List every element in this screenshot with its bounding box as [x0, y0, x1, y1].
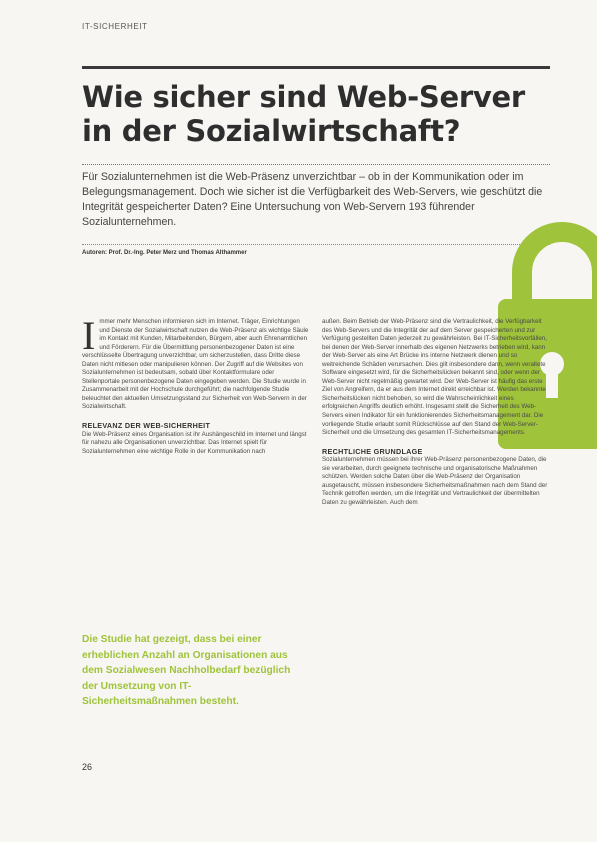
body-column-left — [82, 313, 310, 456]
body-column-right — [322, 318, 550, 507]
subhead-rechtliche-grundlage: RECHTLICHE GRUNDLAGE — [322, 446, 423, 456]
legal-paragraph: Sozialunternehmen müssen bei ihrer Web-Präsenz personenbezogene Daten, die sie verarbeiten, durch geeignete technische und organisatorische Maßnahmen schützen. Werden solche Daten über die Web-Präsenz der Organisation ausgetauscht, müssen insbesondere Sicherheitsmaßnahmen nach dem Stand der Technik getroffen werden, um die Integrität und Vertraulichkeit der übermittelten Daten zu gewährleisten. Auch dem — [322, 456, 548, 506]
article-authors: Autoren: Prof. Dr.-Ing. Peter Merz und Thomas Althammer — [82, 250, 247, 256]
pull-quote: Die Studie hat gezeigt, dass bei einer erheblichen Anzahl an Organisationen aus dem Sozialwesen Nachholbedarf bezüglich der Umsetzung von IT-Sicherheitsmaßnahmen besteht. — [82, 634, 291, 707]
article-lead: Für Sozialunternehmen ist die Web-Präsenz unverzichtbar – ob in der Kommunikation oder im Belegungsmanagement. Doch wie sicher ist die Verfügbarkeit des Web-Servers, wie geschützt die Integrität gespeicherter Daten? Eine Untersuchung von Web-Servern 193 führender Sozialunternehmen. — [82, 171, 543, 228]
page-number: 26 — [82, 762, 93, 772]
top-rule — [82, 66, 550, 69]
intro-paragraph — [82, 313, 310, 412]
dropcap: I — [82, 313, 96, 358]
right-body-paragraph: außen. Beim Betrieb der Web-Präsenz sind die Vertraulichkeit, die Verfügbarkeit des Web-Servers und die Integrität der auf dem Server gespeicherten und zur Verfügung gestellten Daten jederzeit zu gewährleisten. Bei IT-Sicherheitsvorfällen, bei denen der Web-Server innerhalb des eigenen Netzwerks betrieben wird, kann der Web-Server als eine Art Brücke ins interne Netzwerk dienen und so weitreichende Schäden verursachen. Dies gilt insbesondere dann, wenn veraltete Software eingesetzt wird, für die Sicherheitslücken bekannt sind, oder wenn der Web-Server nicht regelmäßig gewartet wird. Der Web-Server ist häufig das erste Ziel von Angreifern, da er aus dem Internet direkt erreichbar ist. Werden bekannte Sicherheitslücken nicht behoben, so wird die Wahrscheinlichkeit eines erfolgreichen Angriffs deutlich erhöht. Insgesamt stellt die Sicherheit des Web-Servers einen Indikator für ein funktionierendes Sicherheitsmanagement dar. Die vorliegende Studie erlaubt somit Rückschlüsse auf den Stand der Web-Server-Sicherheit und die Umsetzung des gesamten IT-Sicherheitsmanagements. — [322, 318, 547, 437]
intro-text: mmer mehr Menschen informieren sich im Internet. Träger, Einrichtungen und Dienste der Sozialwirtschaft nutzen die Web-Präsenz als wichtige Säule im Kontakt mit Kunden, Mitarbeitenden, Bürgern, aber auch Ehrenamtlichen und Förderern. Für die Übermittlung personenbezogener Daten ist eine verschlüsselte Übertragung unverzichtbar, um sicherzustellen, dass Dritte diese Daten nicht mitlesen oder manipulieren können. Der Zugriff auf die Websites von Sozialunternehmen ist bedeutsam, sobald über Kontaktformulare oder Stellenportale personenbezogene Daten eingegeben werden. Die Studie wurde in Zusammenarbeit mit der Hochschule durchgeführt; die nachfolgende Studie beleuchtet den aktuellen Umsetzungsstand zur Sicherheit von Web-Servern in der Sozialwirtschaft. — [82, 318, 309, 411]
subhead-relevanz: RELEVANZ DER WEB-SICHERHEIT — [82, 421, 211, 431]
lead-divider — [82, 164, 550, 165]
article-title: Wie sicher sind Web-Server in der Sozialwirtschaft? — [82, 80, 525, 148]
relevance-paragraph: Die Web-Präsenz eines Organisation ist ihr Aushängeschild im Internet und längst für nahezu alle Organisationen unverzichtbar. Das Internet spielt für Sozialunternehmen eine wichtige Rolle in der Kommunikation nach — [82, 430, 307, 455]
section-label: IT-SICHERHEIT — [82, 22, 148, 31]
